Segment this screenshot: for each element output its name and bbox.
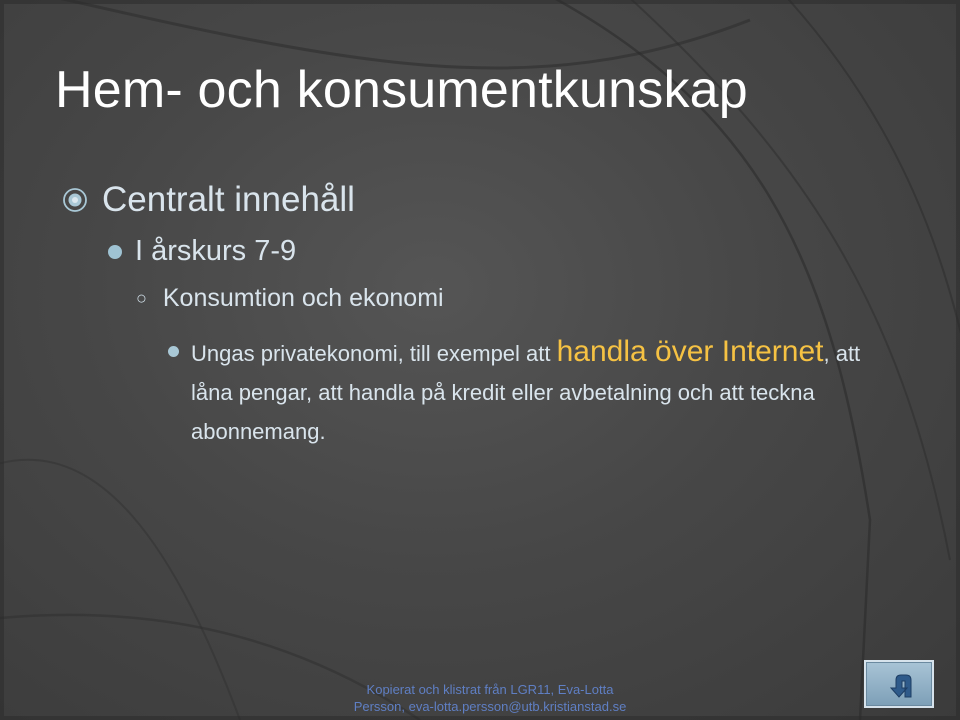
bullet-level3 bbox=[136, 284, 444, 313]
dot-bullet-icon bbox=[108, 245, 122, 259]
bullet-level3-text: Konsumtion och ekonomi bbox=[162, 284, 444, 312]
bullet-level1 bbox=[62, 180, 355, 220]
circle-bullet-icon: ○ bbox=[136, 288, 147, 308]
return-arrow-icon bbox=[883, 667, 919, 703]
bullet-level4-text: Ungas privatekonomi, till exempel att bbox=[191, 341, 557, 366]
bullet-level1-text: Centralt innehåll bbox=[102, 180, 355, 219]
bullet-level2 bbox=[108, 235, 296, 268]
bullet-level2-text: I årskurs 7-9 bbox=[135, 235, 297, 267]
small-dot-bullet-icon bbox=[168, 346, 179, 357]
footer-line2: Persson, eva-lotta.persson@utb.kristianstad.se bbox=[353, 699, 627, 714]
return-button[interactable] bbox=[864, 660, 934, 708]
footer-credit bbox=[330, 681, 650, 715]
target-bullet-icon bbox=[62, 187, 88, 213]
footer-line1: Kopierat och klistrat från LGR11, Eva-Lotta bbox=[366, 682, 614, 697]
bullet-level4-text-continued: , att låna pengar, att handla på kredit eller avbetalning och att teckna abonnemang. bbox=[191, 341, 861, 444]
highlighted-text: handla över Internet bbox=[556, 335, 824, 368]
bullet-level4-paragraph bbox=[191, 332, 871, 451]
page-title: Hem- och konsumentkunskap bbox=[55, 61, 748, 119]
